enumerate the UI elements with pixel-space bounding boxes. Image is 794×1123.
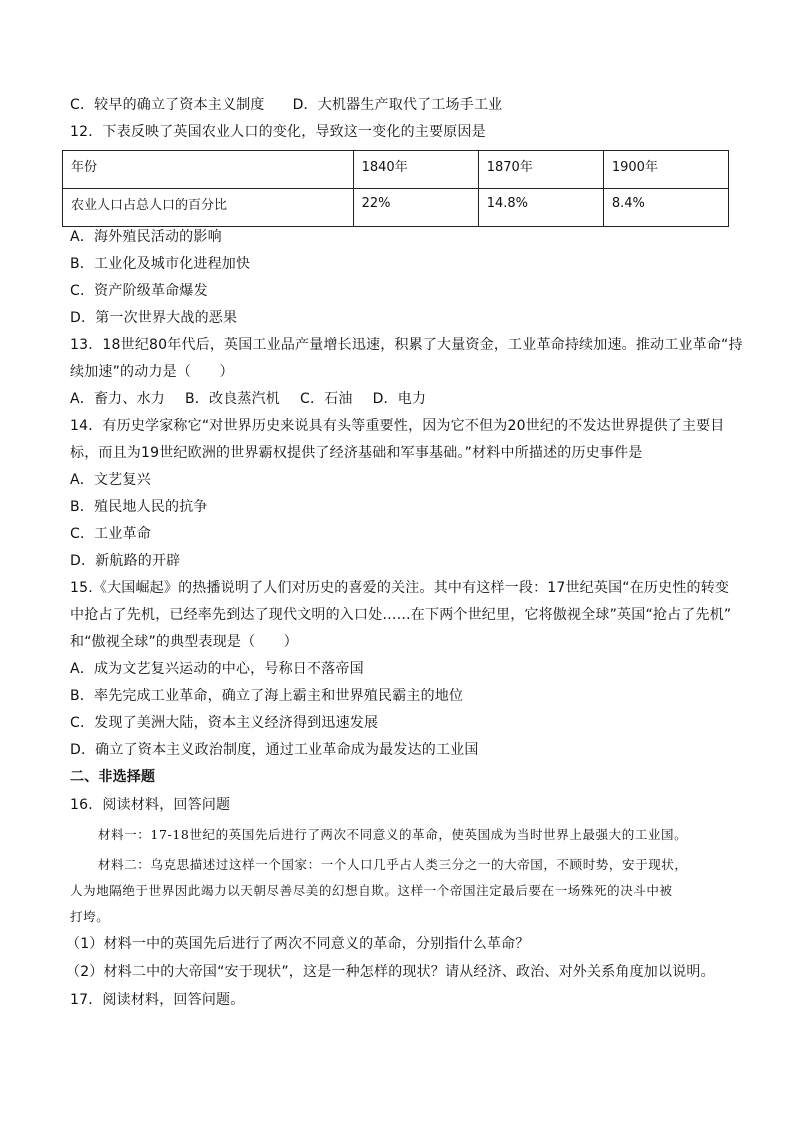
q12-option-b: B．工业化及城市化进程加快 — [70, 256, 251, 272]
table-cell: 1870年 — [478, 151, 603, 189]
q15-option-b: B．率先完成工业革命，确立了海上霸主和世界殖民霸主的地位 — [70, 688, 464, 704]
table-cell: 农业人口占总人口的百分比 — [63, 189, 354, 227]
section-title: 二、非选择题 — [70, 769, 156, 785]
q15-stem-line1: 15.《大国崛起》的热播说明了人们对历史的喜爱的关注。其中有这样一段：17世纪英国“在历史性的转变 — [70, 580, 730, 596]
q17-stem: 17．阅读材料，回答问题。 — [70, 992, 245, 1008]
q14-option-d: D．新航路的开辟 — [70, 553, 181, 569]
q15-option-d: D．确立了资本主义政治制度，通过工业革命成为最发达的工业国 — [70, 742, 479, 758]
q13-option-a: A．畜力、水力 — [70, 391, 165, 407]
table-cell: 14.8% — [478, 189, 603, 227]
q15-stem-line3: 和“傲视全球”的典型表现是（ ） — [70, 634, 298, 650]
q13-stem-line1: 13．18世纪80年代后，英国工业品产量增长迅速，积累了大量资金，工业革命持续加速。推动工业革命“持 — [70, 337, 743, 353]
q11-option-d: D．大机器生产取代了工场手工业 — [292, 97, 503, 113]
table-cell: 8.4% — [603, 189, 728, 227]
q16-subquestion-2: （2）材料二中的大帝国“安于现状”，这是一种怎样的现状？请从经济、政治、对外关系角度加以说明。 — [66, 964, 715, 980]
q16-material-2-line2: 人为地隔绝于世界因此竭力以天朝尽善尽美的幻想自欺。这样一个帝国注定最后要在一场殊死的决斗中被 — [70, 883, 673, 898]
q12-option-c: C．资产阶级革命爆发 — [70, 283, 208, 299]
q16-material-2-line1: 材料二：乌克思描述过这样一个国家：一个人口几乎占人类三分之一的大帝国，不顾时势，安于现状， — [98, 857, 688, 872]
q12-option-a: A．海外殖民活动的影响 — [70, 229, 222, 245]
q14-stem-line2: 标，而且为19世纪欧洲的世界霸权提供了经济基础和军事基础。”材料中所描述的历史事件是 — [70, 445, 643, 461]
q14-stem-line1: 14．有历史学家称它“对世界历史来说具有头等重要性，因为它不但为20世纪的不发达世界提供了主要目 — [70, 418, 725, 434]
q13-option-b: B．改良蒸汽机 — [184, 391, 280, 407]
q12-option-d: D．第一次世界大战的恶果 — [70, 310, 238, 326]
q16-material-2-line3: 打垮。 — [70, 909, 110, 924]
q15-option-a: A．成为文艺复兴运动的中心，号称日不落帝国 — [70, 661, 364, 677]
q12-population-table — [62, 150, 729, 227]
table-cell: 年份 — [63, 151, 354, 189]
q13-options-row — [70, 389, 426, 409]
q16-subquestion-1: （1）材料一中的英国先后进行了两次不同意义的革命，分别指什么革命？ — [66, 936, 530, 952]
q13-option-c: C．石油 — [300, 391, 353, 407]
table-header-row — [63, 151, 729, 189]
q11-options-row — [70, 95, 502, 115]
table-cell: 22% — [353, 189, 478, 227]
q13-option-d: D．电力 — [372, 391, 427, 407]
q16-stem: 16．阅读材料，回答问题 — [70, 797, 231, 813]
q14-option-a: A．文艺复兴 — [70, 472, 151, 488]
table-cell: 1840年 — [353, 151, 478, 189]
q12-stem: 12．下表反映了英国农业人口的变化，导致这一变化的主要原因是 — [70, 124, 486, 140]
q16-material-1: 材料一：17-18世纪的英国先后进行了两次不同意义的革命，使英国成为当时世界上最强大的工业国。 — [98, 827, 688, 842]
table-row — [63, 189, 729, 227]
q15-stem-line2: 中抢占了先机，已经率先到达了现代文明的入口处……在下两个世纪里，它将傲视全球”英国“抢占了先机” — [70, 607, 732, 623]
q15-option-c: C．发现了美洲大陆，资本主义经济得到迅速发展 — [70, 715, 379, 731]
q11-option-c: C．较早的确立了资本主义制度 — [70, 97, 265, 113]
q14-option-b: B．殖民地人民的抗争 — [70, 499, 208, 515]
q13-stem-line2: 续加速”的动力是（ ） — [70, 364, 234, 380]
q14-option-c: C．工业革命 — [70, 526, 151, 542]
table-cell: 1900年 — [603, 151, 728, 189]
